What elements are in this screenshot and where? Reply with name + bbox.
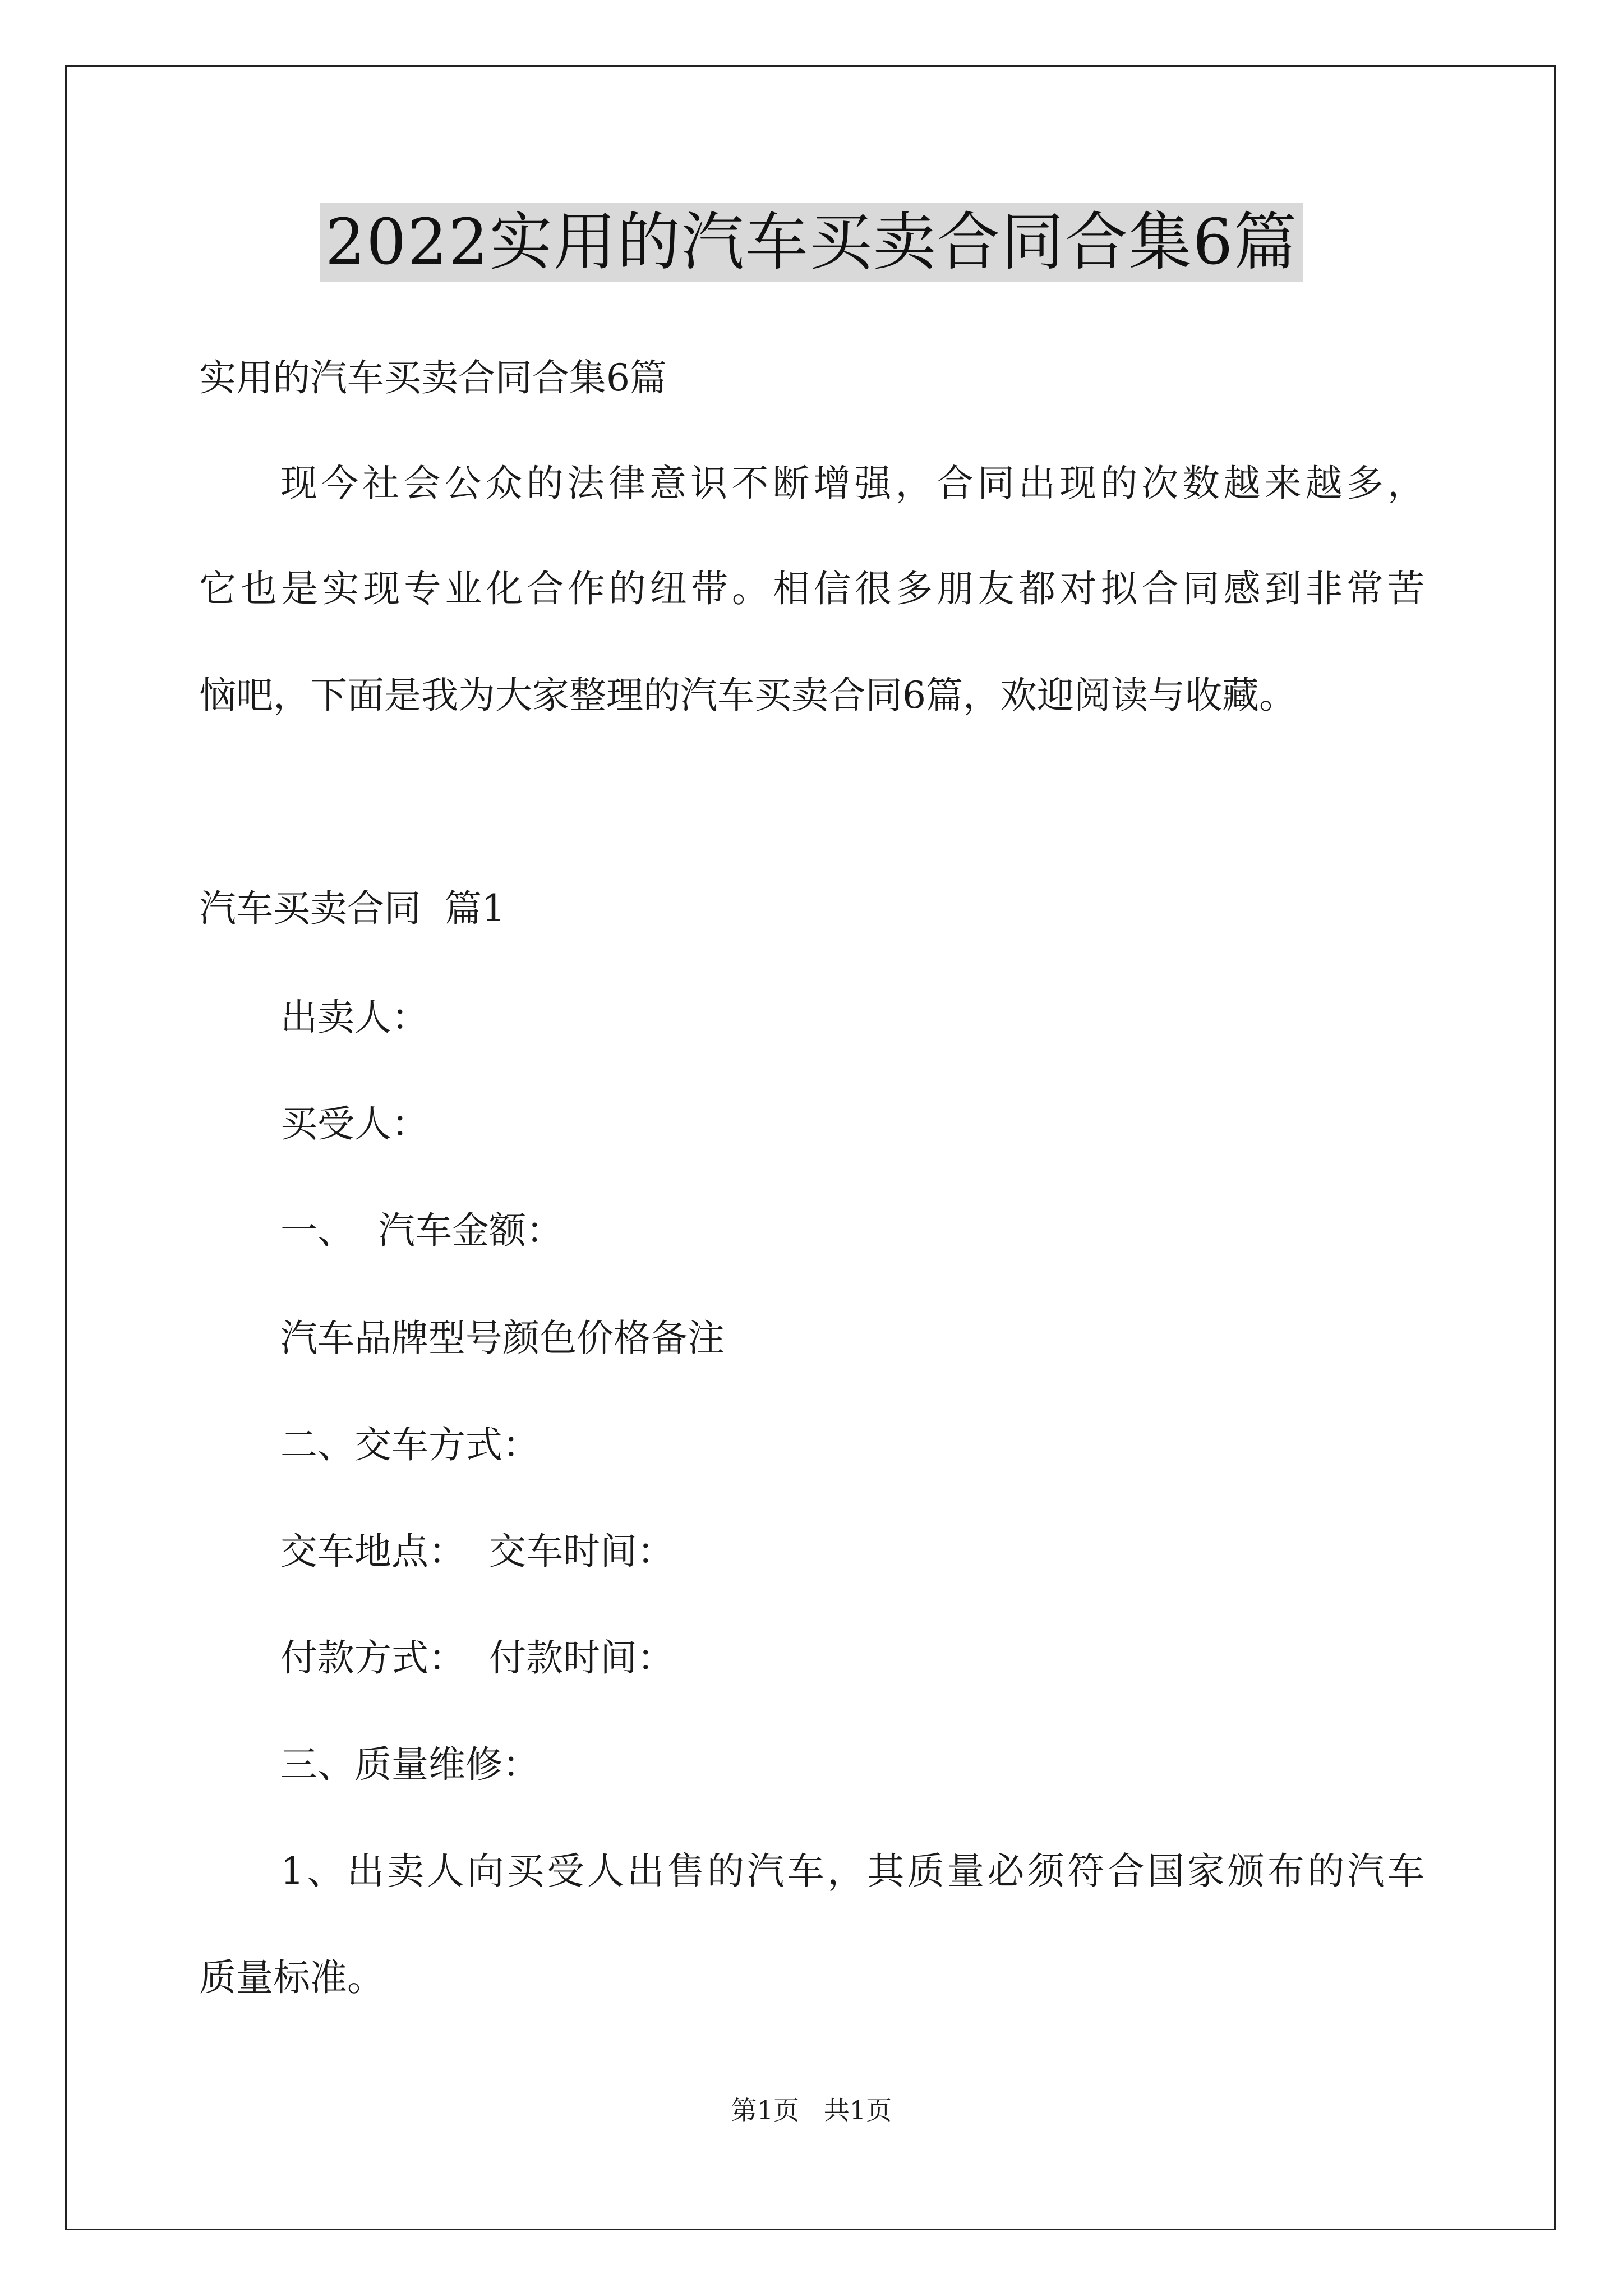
clause-1-detail: 汽车品牌型号颜色价格备注 — [280, 1317, 725, 1360]
seller-label: 出卖人： — [280, 996, 428, 1039]
clause-1-heading: 一、 汽车金额： — [280, 1209, 563, 1252]
document-subtitle: 实用的汽车买卖合同合集6篇 — [199, 356, 667, 399]
section-heading: 汽车买卖合同 篇1 — [199, 887, 505, 930]
item-1-line-1: 1、出卖人向买受人出售的汽车，其质量必须符合国家颁布的汽车 — [280, 1849, 1424, 1893]
item-1-line-2: 质量标准。 — [199, 1956, 384, 1999]
intro-line-2: 它也是实现专业化合作的纽带。相信很多朋友都对拟合同感到非常苦 — [199, 567, 1424, 610]
intro-line-1: 现今社会公众的法律意识不断增强，合同出现的次数越来越多， — [280, 462, 1424, 505]
payment-info: 付款方式： 付款时间： — [280, 1636, 674, 1680]
clause-3-heading: 三、质量维修： — [280, 1743, 540, 1786]
page-footer: 第1页 共1页 — [731, 2095, 892, 2125]
buyer-label: 买受人： — [280, 1102, 428, 1145]
intro-line-3: 恼吧，下面是我为大家整理的汽车买卖合同6篇，欢迎阅读与收藏。 — [199, 674, 1296, 717]
document-title: 2022实用的汽车买卖合同合集6篇 — [320, 203, 1303, 282]
delivery-info: 交车地点： 交车时间： — [280, 1530, 674, 1573]
clause-2-heading: 二、交车方式： — [280, 1423, 540, 1466]
title-container — [0, 203, 1623, 282]
